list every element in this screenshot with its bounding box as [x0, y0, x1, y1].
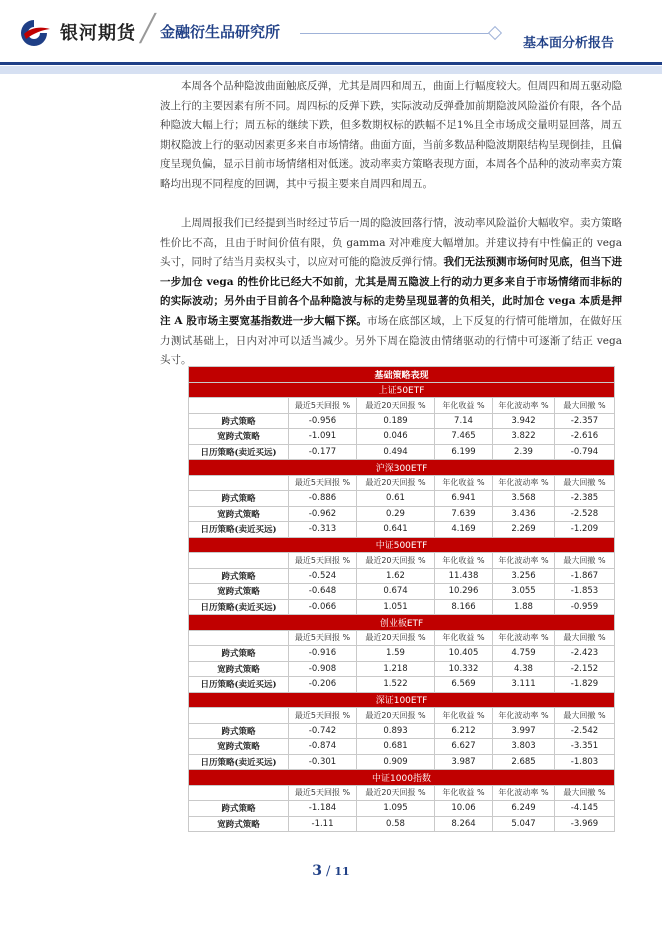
table-cell: 4.759: [493, 646, 555, 662]
section-row: [189, 382, 615, 398]
column-header-blank: [189, 708, 289, 724]
table-cell: 10.332: [435, 661, 493, 677]
table-row: [189, 739, 615, 755]
bold-text-segment: 我们无法预测市场何时见底，但当下进一步加仓 vega 的性价比已经大不如前，尤其是周五隐波上行的动力更多来自于市场情绪而非标的的实际波动；另外由于目前各个品种隐波与标的走势呈现显著的负相关，此时加仓 vega 本质是押注 A 股市场主要宽基指数进一步大幅下探。: [160, 256, 622, 327]
section-name: 深证100ETF: [189, 692, 615, 708]
table-cell: 1.051: [357, 599, 435, 615]
strategy-name: 日历策略(卖近买远): [189, 599, 289, 615]
table-cell: -2.423: [555, 646, 615, 662]
column-header: 最近5天回报 %: [289, 553, 357, 569]
section-name: 中证500ETF: [189, 537, 615, 553]
strategy-name: 跨式策略: [189, 723, 289, 739]
table-cell: 3.256: [493, 568, 555, 584]
table-cell: -0.524: [289, 568, 357, 584]
table-cell: -0.916: [289, 646, 357, 662]
table-cell: 3.942: [493, 413, 555, 429]
table-row: [189, 677, 615, 693]
table-cell: 3.436: [493, 506, 555, 522]
column-header: 年化收益 %: [435, 553, 493, 569]
column-header: 最近5天回报 %: [289, 475, 357, 491]
table-row: [189, 816, 615, 832]
table-cell: 0.494: [357, 444, 435, 460]
table-cell: 1.88: [493, 599, 555, 615]
table-cell: -0.959: [555, 599, 615, 615]
column-header: 年化收益 %: [435, 708, 493, 724]
table-cell: 4.169: [435, 522, 493, 538]
table-row: [189, 723, 615, 739]
table-cell: -1.091: [289, 429, 357, 445]
table-cell: 1.095: [357, 801, 435, 817]
text-segment: 市场在底部区域，上下反复的行情可能增加，在做好压力测试基础上，日内对冲可以适当减少。另外下周在隐波由情绪驱动的行情中可逐渐了结正 vega 头寸。: [160, 314, 622, 367]
table-row: [189, 754, 615, 770]
column-header-blank: [189, 785, 289, 801]
column-header-blank: [189, 398, 289, 414]
table-cell: 6.941: [435, 491, 493, 507]
table-cell: -0.874: [289, 739, 357, 755]
column-header-row: [189, 553, 615, 569]
strategy-name: 宽跨式策略: [189, 584, 289, 600]
table-cell: -0.794: [555, 444, 615, 460]
table-cell: -2.528: [555, 506, 615, 522]
table-row: [189, 429, 615, 445]
column-header: 最大回撤 %: [555, 475, 615, 491]
column-header-blank: [189, 475, 289, 491]
table-cell: -1.867: [555, 568, 615, 584]
section-name: 沪深300ETF: [189, 460, 615, 476]
strategy-name: 宽跨式策略: [189, 816, 289, 832]
table-cell: 4.38: [493, 661, 555, 677]
column-header: 最近5天回报 %: [289, 398, 357, 414]
column-header: 年化波动率 %: [493, 398, 555, 414]
strategy-name: 跨式策略: [189, 568, 289, 584]
section-row: [189, 615, 615, 631]
table-cell: 3.997: [493, 723, 555, 739]
table-cell: -0.648: [289, 584, 357, 600]
table-cell: 10.06: [435, 801, 493, 817]
table-cell: 2.39: [493, 444, 555, 460]
report-header: [0, 0, 662, 62]
column-header: 最近20天回报 %: [357, 553, 435, 569]
analysis-paragraph-2: [160, 214, 622, 371]
column-header: 年化波动率 %: [493, 708, 555, 724]
page-number: [0, 860, 662, 879]
table-cell: 0.61: [357, 491, 435, 507]
analysis-paragraph-1: [160, 77, 622, 195]
strategy-name: 宽跨式策略: [189, 739, 289, 755]
table-row: [189, 801, 615, 817]
column-header: 最近20天回报 %: [357, 475, 435, 491]
table-cell: 10.405: [435, 646, 493, 662]
column-header: 年化波动率 %: [493, 475, 555, 491]
table-cell: 0.189: [357, 413, 435, 429]
strategy-performance-table: [188, 366, 615, 832]
section-name: 上证50ETF: [189, 382, 615, 398]
column-header: 最大回撤 %: [555, 630, 615, 646]
strategy-name: 跨式策略: [189, 646, 289, 662]
table-cell: 10.296: [435, 584, 493, 600]
table-row: [189, 599, 615, 615]
table-row: [189, 491, 615, 507]
table-cell: -3.351: [555, 739, 615, 755]
table-title: 基础策略表现: [189, 367, 615, 383]
table-cell: -0.886: [289, 491, 357, 507]
column-header-blank: [189, 553, 289, 569]
column-header: 年化收益 %: [435, 475, 493, 491]
section-row: [189, 692, 615, 708]
text-segment: 本周各个品种隐波曲面触底反弹，尤其是周四和周五，曲面上行幅度较大。但周四和周五驱动隐波上行的主要因素有所不同。周四标的反弹下跌，实际波动反弹叠加前期隐波风险溢价有限，各个品种隐波大幅上行；周五标的继续下跌，但多数期权标的跌幅不足1%且全市场成交量明显回落，周五期权隐波上行的驱动因素更多来自市场情绪。曲面方面，当前多数品种隐波期限结构呈现倒挂，且偏度呈现负偏，显示目前市场情绪相对低迷。波动率卖方策略表现方面，本周各个品种的波动率卖方策略均出现不同程度的回调，其中亏损主要来自周四和周五。: [160, 80, 622, 190]
strategy-name: 日历策略(卖近买远): [189, 754, 289, 770]
table-cell: -4.145: [555, 801, 615, 817]
report-type: 基本面分析报告: [522, 36, 614, 51]
table-title-row: [189, 367, 615, 383]
table-row: [189, 444, 615, 460]
table-cell: 6.627: [435, 739, 493, 755]
column-header: 年化收益 %: [435, 785, 493, 801]
table-cell: 7.14: [435, 413, 493, 429]
table-cell: 3.822: [493, 429, 555, 445]
header-line: [300, 33, 500, 34]
table-cell: 0.893: [357, 723, 435, 739]
table-cell: 6.569: [435, 677, 493, 693]
strategy-name: 跨式策略: [189, 413, 289, 429]
column-header-row: [189, 630, 615, 646]
column-header: 最近5天回报 %: [289, 630, 357, 646]
table-cell: 3.568: [493, 491, 555, 507]
section-row: [189, 770, 615, 786]
strategy-name: 宽跨式策略: [189, 661, 289, 677]
table-row: [189, 506, 615, 522]
page-total: 11: [334, 865, 350, 878]
table-cell: 6.212: [435, 723, 493, 739]
table-cell: 6.199: [435, 444, 493, 460]
header-band: [0, 66, 662, 74]
column-header: 年化收益 %: [435, 630, 493, 646]
column-header: 最近20天回报 %: [357, 398, 435, 414]
table-cell: 7.639: [435, 506, 493, 522]
column-header: 最近20天回报 %: [357, 630, 435, 646]
table-cell: 11.438: [435, 568, 493, 584]
column-header: 最大回撤 %: [555, 785, 615, 801]
strategy-name: 宽跨式策略: [189, 429, 289, 445]
strategy-name: 宽跨式策略: [189, 506, 289, 522]
table-cell: 2.685: [493, 754, 555, 770]
table-cell: 0.641: [357, 522, 435, 538]
table-cell: 0.29: [357, 506, 435, 522]
table-cell: 1.218: [357, 661, 435, 677]
table-cell: -2.357: [555, 413, 615, 429]
column-header: 年化波动率 %: [493, 785, 555, 801]
table-cell: 3.987: [435, 754, 493, 770]
table-cell: -0.066: [289, 599, 357, 615]
table-cell: 6.249: [493, 801, 555, 817]
table-row: [189, 413, 615, 429]
diamond-ornament-icon: [488, 26, 502, 40]
section-row: [189, 460, 615, 476]
section-name: 创业板ETF: [189, 615, 615, 631]
table-cell: 1.59: [357, 646, 435, 662]
table-cell: 7.465: [435, 429, 493, 445]
table-cell: 8.264: [435, 816, 493, 832]
table-cell: 0.909: [357, 754, 435, 770]
table-cell: 3.803: [493, 739, 555, 755]
strategy-name: 日历策略(卖近买远): [189, 522, 289, 538]
table-cell: 1.62: [357, 568, 435, 584]
table-cell: 0.046: [357, 429, 435, 445]
strategy-name: 日历策略(卖近买远): [189, 444, 289, 460]
table-cell: -0.301: [289, 754, 357, 770]
header-rule: [0, 62, 662, 65]
table-cell: 8.166: [435, 599, 493, 615]
section-name: 中证1000指数: [189, 770, 615, 786]
table-cell: -3.969: [555, 816, 615, 832]
table-row: [189, 661, 615, 677]
table-cell: -1.803: [555, 754, 615, 770]
table-cell: -2.616: [555, 429, 615, 445]
page-current: 3: [312, 863, 323, 879]
table-cell: 3.055: [493, 584, 555, 600]
table-cell: 0.681: [357, 739, 435, 755]
table-cell: -1.209: [555, 522, 615, 538]
column-header: 最近5天回报 %: [289, 708, 357, 724]
table-cell: -0.956: [289, 413, 357, 429]
title-divider: ╱: [140, 14, 156, 44]
table-row: [189, 522, 615, 538]
column-header: 年化收益 %: [435, 398, 493, 414]
section-row: [189, 537, 615, 553]
table-row: [189, 568, 615, 584]
table-cell: -1.11: [289, 816, 357, 832]
table-cell: -0.742: [289, 723, 357, 739]
institute-name: 金融衍生品研究所: [160, 23, 281, 41]
table-cell: -2.385: [555, 491, 615, 507]
column-header-row: [189, 475, 615, 491]
table-cell: -1.184: [289, 801, 357, 817]
column-header-row: [189, 708, 615, 724]
column-header: 最大回撤 %: [555, 398, 615, 414]
table-cell: -0.962: [289, 506, 357, 522]
column-header: 年化波动率 %: [493, 630, 555, 646]
column-header: 最近5天回报 %: [289, 785, 357, 801]
brand-name: 银河期货: [60, 23, 136, 44]
table-cell: -0.177: [289, 444, 357, 460]
table-cell: -2.152: [555, 661, 615, 677]
table-cell: 5.047: [493, 816, 555, 832]
table-cell: -0.206: [289, 677, 357, 693]
strategy-name: 日历策略(卖近买远): [189, 677, 289, 693]
table-cell: 2.269: [493, 522, 555, 538]
column-header: 最大回撤 %: [555, 708, 615, 724]
column-header: 最近20天回报 %: [357, 785, 435, 801]
table-row: [189, 584, 615, 600]
table-row: [189, 646, 615, 662]
column-header-blank: [189, 630, 289, 646]
galaxy-futures-logo-icon: [16, 18, 52, 48]
strategy-name: 跨式策略: [189, 491, 289, 507]
column-header: 最近20天回报 %: [357, 708, 435, 724]
page-separator: /: [326, 864, 331, 879]
table-cell: -2.542: [555, 723, 615, 739]
table-cell: -0.908: [289, 661, 357, 677]
column-header: 最大回撤 %: [555, 553, 615, 569]
table-cell: -1.829: [555, 677, 615, 693]
strategy-name: 跨式策略: [189, 801, 289, 817]
column-header-row: [189, 398, 615, 414]
table-cell: 3.111: [493, 677, 555, 693]
table-cell: 1.522: [357, 677, 435, 693]
table-cell: 0.58: [357, 816, 435, 832]
text-segment: 上周周报我们已经提到当时经过节后一周的隐波回落行情，波动率风险溢价大幅收窄。卖方策略性价比不高，且由于时间价值有限，负 gamma 对冲难度大幅增加。并建议持有中性偏正的 vega 头寸，同时了结当月卖权头寸，以应对可能的隐波反弹行情。: [160, 217, 622, 269]
table-cell: -1.853: [555, 584, 615, 600]
table-cell: -0.313: [289, 522, 357, 538]
column-header: 年化波动率 %: [493, 553, 555, 569]
column-header-row: [189, 785, 615, 801]
table-cell: 0.674: [357, 584, 435, 600]
